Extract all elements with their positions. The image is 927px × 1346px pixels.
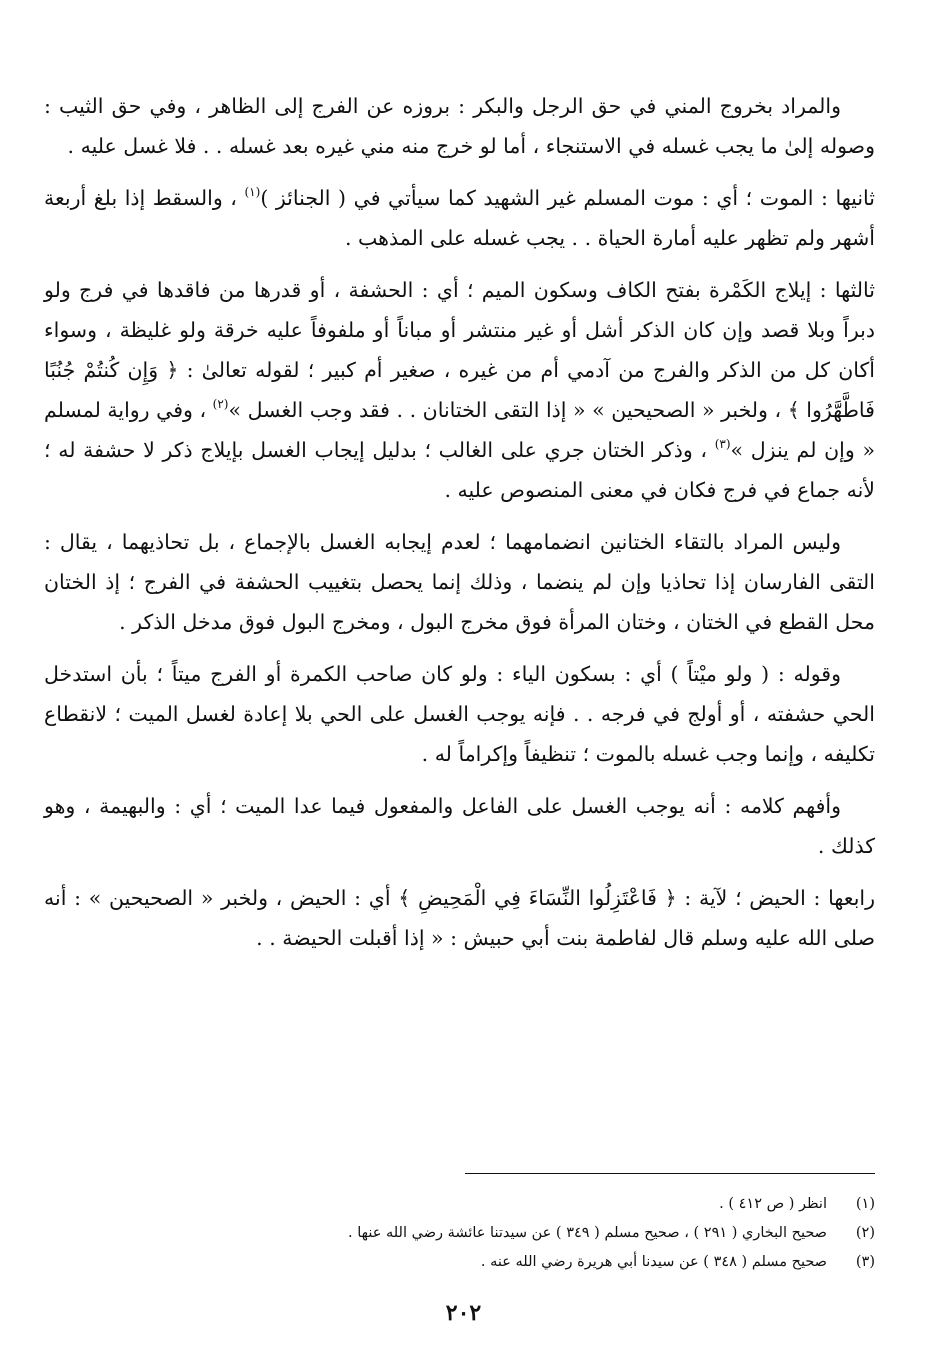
paragraph-text: ثالثها : إيلاج الكَمْرة بفتح الكاف وسكون الميم ؛ أي : الحشفة ، أو قدرها من فاقدها في فرج ولو دبراً وبلا قصد وإن كان الذكر أشل أو غير منتشر أو مباناً أو ملفوفاً عليه خرقة ولو غليظة ، وسواء أكان كل من الذكر والفرج من آدمي أم من غيره ، صغير أم كبير ؛ لقوله تعالىٰ :	[44, 278, 875, 382]
main-text	[44, 86, 875, 970]
footnote-item	[44, 1248, 875, 1277]
paragraph-text: ثانيها : الموت ؛ أي : موت المسلم غير الشهيد كما سيأتي في ( الجنائز )	[260, 186, 875, 210]
paragraph-text: وقوله : ( ولو ميْتاً ) أي : بسكون الياء : ولو كان صاحب الكمرة أو الفرج ميتاً ؛ بأن استدخل الحي حشفته ، أو أولج في فرجه . . فإنه يوجب الغسل على الحي بلا إعادة لغسل الميت ؛ لانقطاع تكليفه ، وإنما وجب غسله بالموت ؛ تنظيفاً وإكراماً له .	[44, 662, 875, 766]
footnote-text: انظر ( ص ٤١٢ ) .	[719, 1196, 827, 1212]
paragraph-text: ، وفي رواية لمسلم « وإن لم ينزل »	[44, 398, 875, 462]
paragraph-text: وليس المراد بالتقاء الختانين انضمامهما ؛ لعدم إيجابه الغسل بالإجماع ، بل تحاذيهما ، يقال : التقى الفارسان إذا تحاذيا وإن لم ينضما ، وذلك إنما يحصل بتغييب الحشفة في الفرج ؛ إذ الختان محل القطع في الختان ، وختان المرأة فوق مخرج البول ، ومخرج البول فوق مدخل الذكر .	[44, 530, 875, 634]
footnote-item	[44, 1190, 875, 1219]
paragraph-death	[44, 178, 875, 258]
footnote-ref[interactable]: (١)	[244, 185, 261, 199]
page-number: ٢٠٢	[445, 1300, 482, 1326]
footnote-number: (١)	[855, 1196, 875, 1212]
paragraph-text: أي : الحيض ، ولخبر « الصحيحين » : أنه صلى الله عليه وسلم قال لفاطمة بنت أبي حبيش : « إذا أقبلت الحيضة . .	[44, 886, 875, 950]
paragraph-meeting	[44, 522, 875, 642]
paragraph-implication	[44, 786, 875, 866]
quran-verse: ﴿ فَاعْتَزِلُوا النِّسَاءَ فِي الْمَحِيضِ ﴾	[398, 886, 677, 910]
paragraph-intercourse	[44, 270, 875, 510]
footnote-number: (٣)	[855, 1254, 875, 1270]
footnote-separator	[465, 1173, 875, 1174]
footnote-number: (٢)	[855, 1225, 875, 1241]
quran-verse: ﴿ وَإِن كُنتُمْ جُنُبًا فَاطَّهَّرُوا ﴾	[44, 358, 875, 422]
footnote-item	[44, 1219, 875, 1248]
footnote-text: صحيح البخاري ( ٢٩١ ) ، صحيح مسلم ( ٣٤٩ ) عن سيدتنا عائشة رضي الله عنها .	[348, 1225, 827, 1241]
footnotes	[44, 1190, 875, 1277]
paragraph-text: ، وذكر الختان جري على الغالب ؛ بدليل إيجاب الغسل بإيلاج ذكر لا حشفة له ؛ لأنه جماع في فرج فكان في معنى المنصوص عليه .	[44, 438, 875, 502]
footnote-ref[interactable]: (٢)	[212, 397, 229, 411]
paragraph-text: والمراد بخروج المني في حق الرجل والبكر : بروزه عن الفرج إلى الظاهر ، وفي حق الثيب : وصوله إلىٰ ما يجب غسله في الاستنجاء ، أما لو خرج منه مني غيره بعد غسله . . فلا غسل عليه .	[44, 94, 875, 158]
paragraph-text: ، والسقط إذا بلغ أربعة أشهر ولم تظهر عليه أمارة الحياة . . يجب غسله على المذهب .	[44, 186, 875, 250]
paragraph-menstruation	[44, 878, 875, 958]
footnote-ref[interactable]: (٣)	[714, 437, 731, 451]
footnote-text: صحيح مسلم ( ٣٤٨ ) عن سيدنا أبي هريرة رضي الله عنه .	[480, 1254, 827, 1270]
paragraph-text: وأفهم كلامه : أنه يوجب الغسل على الفاعل والمفعول فيما عدا الميت ؛ أي : والبهيمة ، وهو كذلك .	[44, 794, 875, 858]
paragraph-dead	[44, 654, 875, 774]
paragraph-semen	[44, 86, 875, 166]
paragraph-text: ، ولخبر « الصحيحين » « إذا التقى الختانان . . فقد وجب الغسل »	[228, 398, 788, 422]
paragraph-text: رابعها : الحيض ؛ لآية :	[676, 886, 875, 910]
